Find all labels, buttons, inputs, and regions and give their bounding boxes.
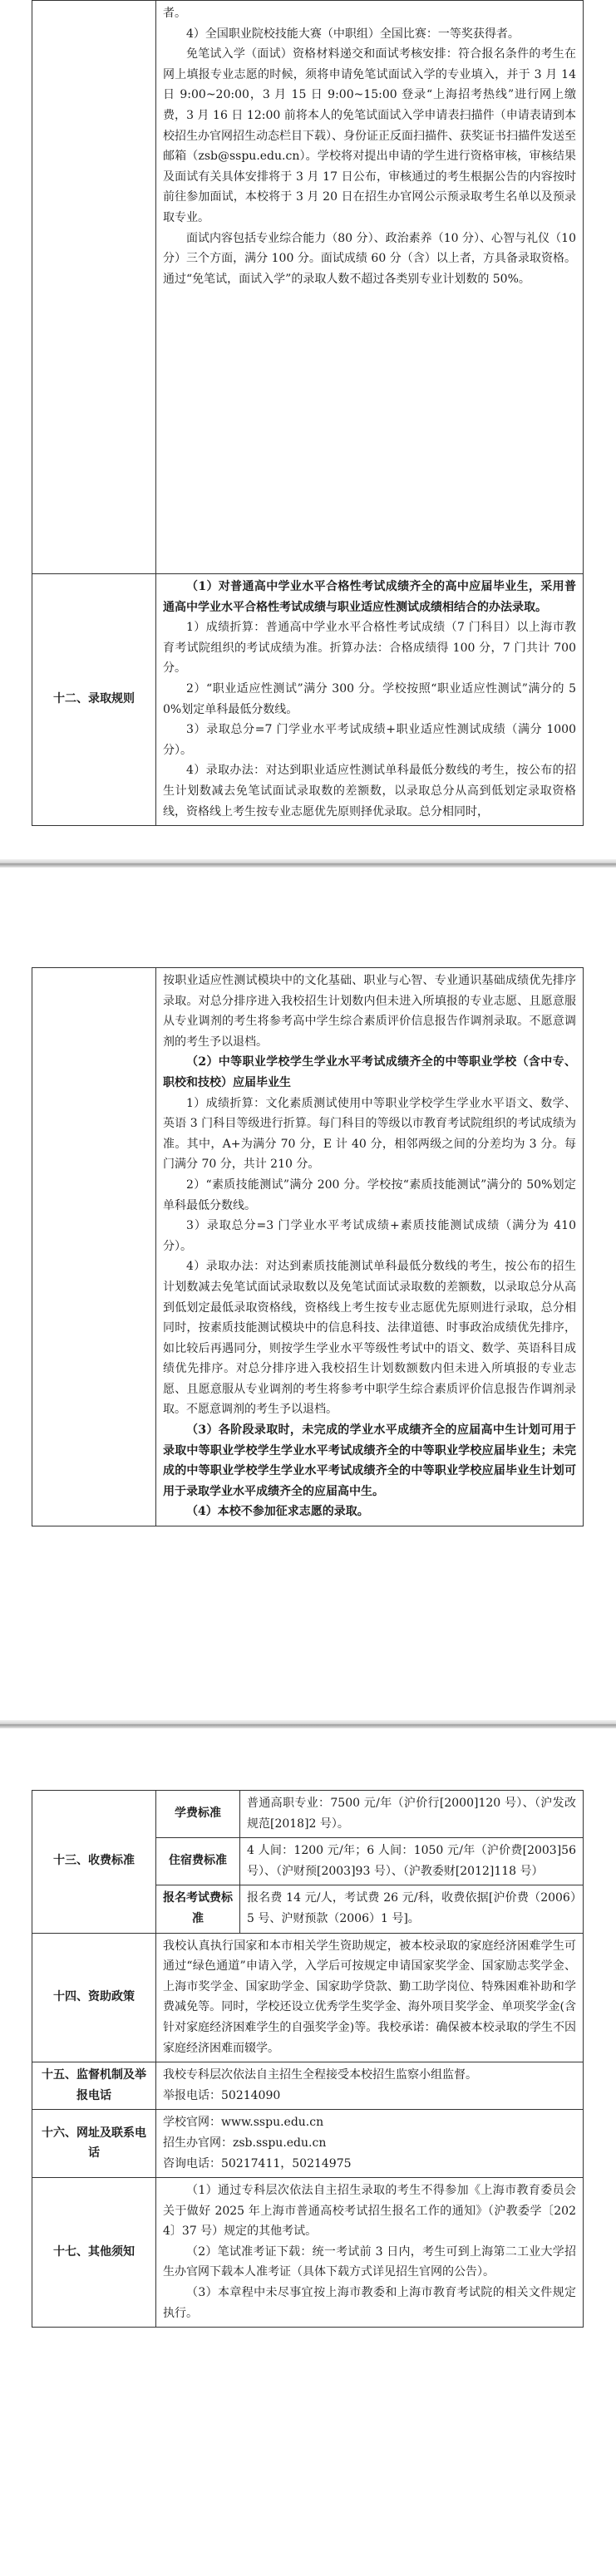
- fee-value-accommodation: [240, 1838, 584, 1885]
- fee-text: 普通高职专业：7500 元/年（沪价行[2000]120 号）、（沪发改规范[2018]2 号）。: [247, 1797, 576, 1831]
- section-label-financial-aid: 十四、资助政策: [32, 1933, 156, 2062]
- admission-website: 招生办官网：zsb.sspu.edu.cn: [163, 2136, 327, 2150]
- page-separator: [0, 1720, 616, 1728]
- fee-value-exam: [240, 1885, 584, 1933]
- paragraph: 面试内容包括专业综合能力（80 分）、政治素养（10 分）、心智与礼仪（10 分）三个方面，满分 100 分。面试成绩 60 分（含）以上者，方具备录取资格。通过“免笔试，面试入学”的录取人数不超过各类别专业计划数的 50%。: [163, 231, 576, 286]
- rule-item: 1）成绩折算：文化素质测试使用中等职业学校学生学业水平语文、数学、英语 3 门科目等级进行折算。每门科目的等级以市教育考试院组织的考试成绩为准。其中，A+为满分 70 分，E 计 40 分，相邻两级之间的分差均为 3 分。每门满分 70 分，共计 210 分。: [163, 1096, 576, 1172]
- rule-item: 2）“素质技能测试”满分 200 分。学校按“素质技能测试”满分的 50%划定单科最低分数线。: [163, 1177, 576, 1212]
- rule-heading: （2）中等职业学校学生学业水平考试成绩齐全的中等职业学校（含中专、职校和技校）应届毕业生: [163, 1055, 576, 1089]
- section-label-supervision: 十五、监督机制及举报电话: [32, 2062, 156, 2110]
- section-label-fees: 十三、收费标准: [32, 1791, 156, 1934]
- rule-item: 3）录取总分=7 门学业水平考试成绩+职业适应性测试成绩（满分 1000 分）。: [163, 723, 576, 757]
- paragraph: （2）笔试准考证下载：统一考试前 3 日内，考生可到上海第二工业大学招生办官网下载本人准考证（具体下载方式详见招生官网的公告）。: [163, 2244, 576, 2279]
- fees-and-info-table: [32, 1790, 584, 2328]
- exemption-content: [156, 1, 584, 574]
- section-label-contacts: 十六、网址及联系电话: [32, 2110, 156, 2178]
- paragraph: （3）本章程中未尽事宜按上海市教委和上海市教育考试院的相关文件规定执行。: [163, 2286, 576, 2320]
- school-website: 学校官网：www.sspu.edu.cn: [163, 2116, 324, 2130]
- paragraph: 4）全国职业院校技能大赛（中职组）全国比赛：一等奖获得者。: [186, 27, 520, 41]
- page-2: [0, 869, 616, 1718]
- admission-rules-table-part-2: [32, 967, 584, 1526]
- ordinary-highschool-rules: [156, 574, 584, 826]
- rule-item: 3）录取总分=3 门学业水平考试成绩+素质技能测试成绩（满分为 410 分）。: [163, 1219, 576, 1253]
- paragraph: 我校认真执行国家和本市相关学生资助规定，被本校录取的家庭经济困难学生可通过“绿色通道”申请入学，入学后可按规定申请国家奖学金、国家励志奖学金、上海市奖学金、国家助学金、国家助学贷款、勤工助学岗位、特殊困难补助和学费减免等。同时，学校还设立优秀学生奖学金、海外项目奖学金、单项奖学金(含针对家庭经济困难学生的自强奖学金)等。我校承诺：确保被本校录取的学生不因家庭经济困难而辍学。: [163, 1939, 576, 2055]
- fee-value-tuition: [240, 1791, 584, 1838]
- admission-rules-continued: [156, 968, 584, 1526]
- fee-text: 4 人间：1200 元/年；6 人间：1050 元/年（沪价费[2003]56 号）、（沪财预[2003]93 号）、（沪教委财[2012]118 号）: [247, 1844, 576, 1878]
- fee-name-accommodation: 住宿费标准: [156, 1838, 240, 1885]
- rule-item: 1）成绩折算：普通高中学业水平合格性考试成绩（7 门科目）以上海市教育考试院组织的考试成绩为准。折算办法：合格成绩得 100 分，7 门共计 700 分。: [163, 621, 576, 676]
- page-1: [0, 0, 616, 858]
- paragraph: 免笔试入学（面试）资格材料递交和面试考核安排：符合报名条件的考生在网上填报专业志愿的时候，须将申请免笔试面试入学的专业填入，并于 3 月 14 日 9:00~20:00，3 月 15 日 9:00~15:00 登录“上海招考热线”进行网上缴费，3 月 16 日 12:00 前将本人的免笔试面试入学申请表扫描件（申请表请到本校招生办官网招生动态栏目下载）、身份证正反面扫描件、获奖证书扫描件发送至邮箱（zsb@sspu.edu.cn）。学校将对提出申请的学生进行资格审核，审核结果及面试有关具体安排将于 3 月 17 日公布，审核通过的考生根据公告的内容按时前往参加面试，本校将于 3 月 20 日在招生办官网公示预录取考生名单以及预录取专业。: [163, 47, 576, 224]
- section-label-admission-rules: 十二、录取规则: [32, 574, 156, 826]
- rule-item: 2）“职业适应性测试”满分 300 分。学校按照“职业适应性测试”满分的 50%划定单科最低分数线。: [163, 681, 576, 716]
- page-separator: [0, 859, 616, 868]
- supervision-content: [156, 2062, 584, 2110]
- other-notes-content: [156, 2178, 584, 2328]
- rule-heading: （1）对普通高中学业水平合格性考试成绩齐全的高中应届毕业生，采用普通高中学业水平合格性考试成绩与职业适应性测试成绩相结合的办法录取。: [163, 580, 576, 614]
- batch-note: （3）各阶段录取时，未完成的学业水平成绩齐全的应届高中生计划可用于录取中等职业学校学生学业水平考试成绩齐全的中等职业学校应届毕业生；未完成的中等职业学校学生学业水平考试成绩齐全的中等职业学校应届毕业生计划可用于录取学业水平成绩齐全的应届高中生。: [163, 1423, 576, 1498]
- report-phone: 举报电话：50214090: [163, 2088, 281, 2102]
- section-label-empty: [32, 1, 156, 574]
- no-consultation-note: （4）本校不参加征求志愿的录取。: [186, 1505, 369, 1519]
- fee-text: 报名费 14 元/人，考试费 26 元/科，收费依据[沪价费（2006）5 号、沪财预款（2006）1 号]。: [247, 1891, 576, 1925]
- paragraph: 我校专科层次依法自主招生全程接受本校招生监察小组监督。: [163, 2068, 477, 2082]
- paragraph: 按职业适应性测试模块中的文化基础、职业与心智、专业通识基础成绩优先排序录取。对总分排序进入我校招生计划数内但未进入所填报的专业志愿、且愿意服从专业调剂的考生将参考高中学生综合素质评价信息报告作调剂录取。不愿意调剂的考生予以退档。: [163, 974, 576, 1049]
- contacts-content: [156, 2110, 584, 2178]
- paragraph: 者。: [163, 7, 186, 20]
- paragraph: （1）通过专科层次依法自主招生录取的考生不得参加《上海市教育委员会关于做好 2025 年上海市普通高校考试招生报名工作的通知》（沪教委学〔2024〕37 号）规定的其他考试。: [163, 2184, 576, 2239]
- rule-item: 4）录取办法：对达到素质技能测试单科最低分数线的考生，按公布的招生计划数减去免笔试面试录取数以及免笔试面试录取数的差额数，以录取总分从高到低划定最低录取资格线，资格线上考生按专业志愿优先原则进行录取，总分相同时，按素质技能测试模块中的信息科技、法律道德、时事政治成绩优先排序，如比较后再遇同分，则按学生学业水平等级性考试中的语文、数学、英语科目成绩优先排序。对总分排序进入我校招生计划数额数内但未进入所填报的专业志愿、且愿意服从专业调剂的考生将参考中职学生综合素质评价信息报告作调剂录取。不愿意调剂的考生予以退档。: [163, 1260, 576, 1417]
- financial-aid-content: [156, 1933, 584, 2062]
- section-label-other-notes: 十七、其他须知: [32, 2178, 156, 2328]
- fee-name-tuition: 学费标准: [156, 1791, 240, 1838]
- fee-name-exam: 报名考试费标准: [156, 1885, 240, 1933]
- consult-phone: 咨询电话：50217411，50214975: [163, 2156, 352, 2170]
- page-3: [0, 1730, 616, 2576]
- rule-item: 4）录取办法：对达到职业适应性测试单科最低分数线的考生，按公布的招生计划数减去免笔试面试录取数的差额数，以录取总分从高到低划定录取资格线，资格线上考生按专业志愿优先原则择优录取。总分相同时，: [163, 764, 576, 819]
- section-label-empty: [32, 968, 156, 1526]
- admission-rules-table-part-1: [32, 0, 584, 826]
